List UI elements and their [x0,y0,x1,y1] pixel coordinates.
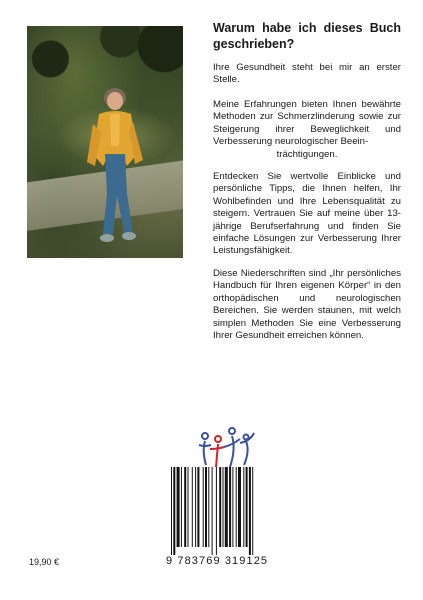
price-label: 19,90 € [29,557,60,567]
back-cover-heading: Warum habe ich dieses Buch geschrieben? [213,21,401,51]
paragraph-intro: Ihre Gesundheit steht bei mir an erster Stelle. [213,62,401,86]
paragraph-experience [213,99,401,161]
isbn-number: 9 783769 319125 [166,555,269,567]
publisher-logo [196,425,260,469]
paragraph-handbook: Diese Niederschriften sind „Ihr persönliches Handbuch für Ihren eigenen Körper“ in den orthopädischen und neurologischen Bereichen. Sie werden staunen, mit welch simplen Methoden Sie eine Verbesserung Ihrer Gesundheit erreichen können. [213,268,401,342]
author-photo [27,26,183,258]
paragraph-insights: Entdecken Sie wertvolle Einblicke und persönliche Tipps, die Ihnen helfen, Ihr Wohlbefinden und Ihre Lebensqualität zu steigern. Vertrauen Sie auf meine über 13- jährige Berufserfahrung und finden Sie einfache Lösungen zur Verbesserung Ihrer Leistungsfähigkeit. [213,171,401,257]
barcode [171,467,279,555]
paragraph-experience-text: Meine Erfahrungen bieten Ihnen bewährte Methoden zur Schmerzlinderung sowie zur Steigerung ihrer Beweglichkeit und Verbesserung neurologischer Beein- [213,99,401,148]
paragraph-experience-end: trächtigungen. [276,148,338,160]
